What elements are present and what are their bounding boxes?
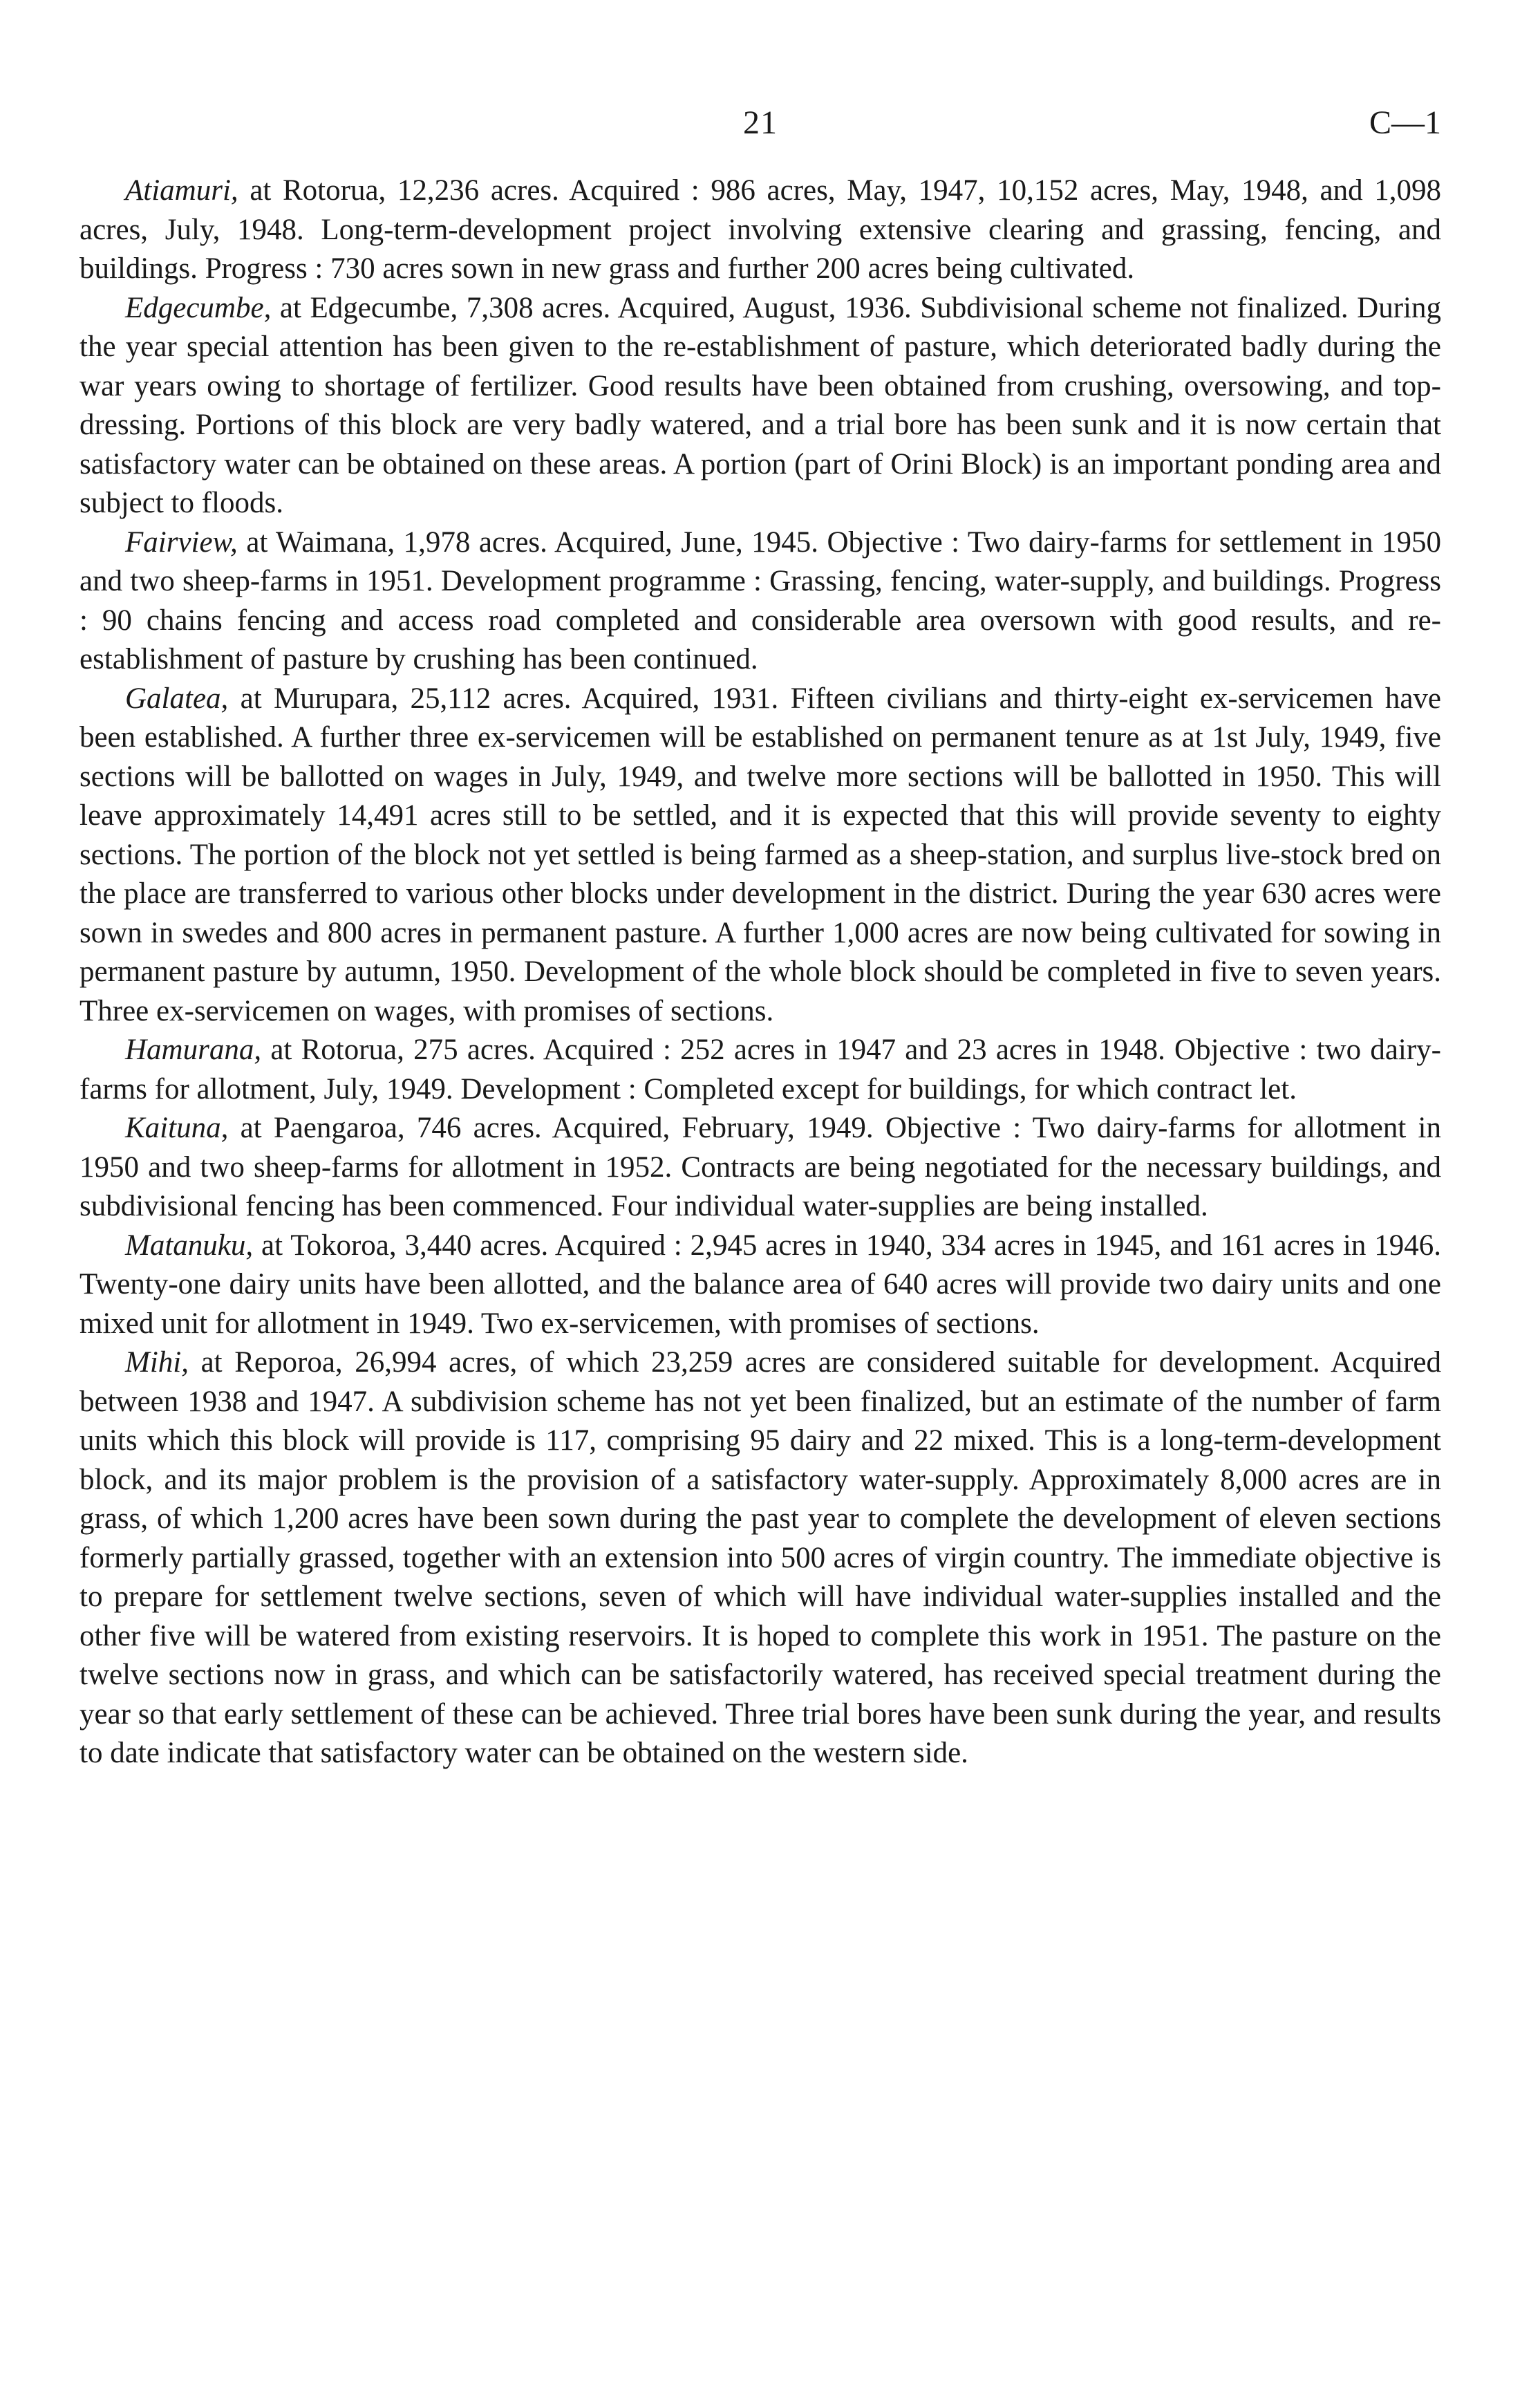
entry-text: at Reporoa, 26,994 acres, of which 23,259 acres are considered suitable for development. Acquired between 1938 and 1947. A subdivision scheme has not yet been finalized, but an estimate of the number of farm units which this block will provide is 117, comprising 95 dairy and 22 mixed. This is a long-term-development block, and its major problem is the provision of a satisfactory water-supply. Approximately 8,000 acres are in grass, of which 1,200 acres have been sown during the past year to complete the development of eleven sections formerly partially grassed, together with an extension into 500 acres of virgin country. The immediate objective is to prepare for settlement twelve sections, seven of which will have individual water-supplies installed and the other five will be watered from existing reservoirs. It is hoped to complete this work in 1951. The pasture on the twelve sections now in grass, and which can be satisfactorily watered, has received special treatment during the year so that early settlement of these can be achieved. Three trial bores have been sunk during the year, and results to date indicate that satisfactory water can be obtained on the western side. — [79, 1346, 1441, 1769]
entry-text: at Rotorua, 275 acres. Acquired : 252 acres in 1947 and 23 acres in 1948. Objective : two dairy-farms for allotment, July, 1949. Development : Completed except for buildings, for which contract let. — [79, 1034, 1441, 1106]
entry-galatea — [79, 680, 1441, 1032]
entry-text: at Paengaroa, 746 acres. Acquired, February, 1949. Objective : Two dairy-farms for allotment in 1950 and two sheep-farms for allotment in 1952. Contracts are being negotiated for the necessary buildings, and subdivisional fencing has been commenced. Four individual water-supplies are being installed. — [79, 1112, 1441, 1222]
entry-mihi — [79, 1343, 1441, 1773]
entry-text: at Murupara, 25,112 acres. Acquired, 1931. Fifteen civilians and thirty-eight ex-servicemen have been established. A further three ex-servicemen will be established on permanent tenure as at 1st July, 1949, five sections will be ballotted on wages in July, 1949, and twelve more sections will be ballotted in 1950. This will leave approximately 14,491 acres still to be settled, and it is expected that this will provide seventy to eighty sections. The portion of the block not yet settled is being farmed as a sheep-station, and surplus live-stock bred on the place are transferred to various other blocks under development in the district. During the year 630 acres were sown in swedes and 800 acres in permanent pasture. A further 1,000 acres are now being cultivated for sowing in permanent pasture by autumn, 1950. Development of the whole block should be completed in five to seven years. Three ex-servicemen on wages, with promises of sections. — [79, 682, 1442, 1027]
document-page — [79, 104, 1441, 1773]
entry-text: at Edgecumbe, 7,308 acres. Acquired, August, 1936. Subdivisional scheme not finalized. During the year special attention has been given to the re-establishment of pasture, which deteriorated badly during the war years owing to shortage of fertilizer. Good results have been obtained from crushing, oversowing, and top-dressing. Portions of this block are very badly watered, and a trial bore has been sunk and it is now certain that satisfactory water can be obtained on these areas. A portion (part of Orini Block) is an important ponding area and subject to floods. — [79, 291, 1442, 519]
entry-name: Galatea, — [125, 682, 229, 715]
entry-name: Fairview, — [125, 525, 238, 559]
entry-matanuku — [79, 1226, 1441, 1344]
entry-name: Matanuku, — [125, 1229, 254, 1262]
entry-name: Kaituna, — [125, 1112, 229, 1144]
entry-hamurana — [79, 1031, 1441, 1109]
page-number: 21 — [743, 104, 778, 141]
entry-text: at Rotorua, 12,236 acres. Acquired : 986 acres, May, 1947, 10,152 acres, May, 1948, and 1,098 acres, July, 1948. Long-term-development project involving extensive clearing and grassing, fencing, and buildings. Progress : 730 acres sown in new grass and further 200 acres being cultivated. — [79, 174, 1442, 285]
entry-text: at Tokoroa, 3,440 acres. Acquired : 2,945 acres in 1940, 334 acres in 1945, and 161 acres in 1946. Twenty-one dairy units have been allotted, and the balance area of 640 acres will provide two dairy units and one mixed unit for allotment in 1949. Two ex-servicemen, with promises of sections. — [79, 1229, 1441, 1340]
block-entries — [79, 171, 1441, 1773]
entry-edgecumbe — [79, 289, 1441, 523]
entry-name: Atiamuri, — [125, 174, 238, 207]
entry-name: Edgecumbe, — [125, 291, 272, 324]
page-header — [79, 104, 1441, 152]
entry-text: at Waimana, 1,978 acres. Acquired, June, 1945. Objective : Two dairy-farms for settlement in 1950 and two sheep-farms in 1951. Development programme : Grassing, fencing, water-supply, and buildings. Progress : 90 chains fencing and access road completed and considerable area oversown with good results, and re-establishment of pasture by crushing has been continued. — [79, 525, 1441, 675]
entry-fairview — [79, 523, 1441, 680]
entry-name: Mihi, — [125, 1346, 189, 1379]
entry-atiamuri — [79, 171, 1441, 289]
entry-kaituna — [79, 1109, 1441, 1226]
document-reference: C—1 — [1369, 104, 1441, 141]
entry-name: Hamurana, — [125, 1034, 262, 1066]
